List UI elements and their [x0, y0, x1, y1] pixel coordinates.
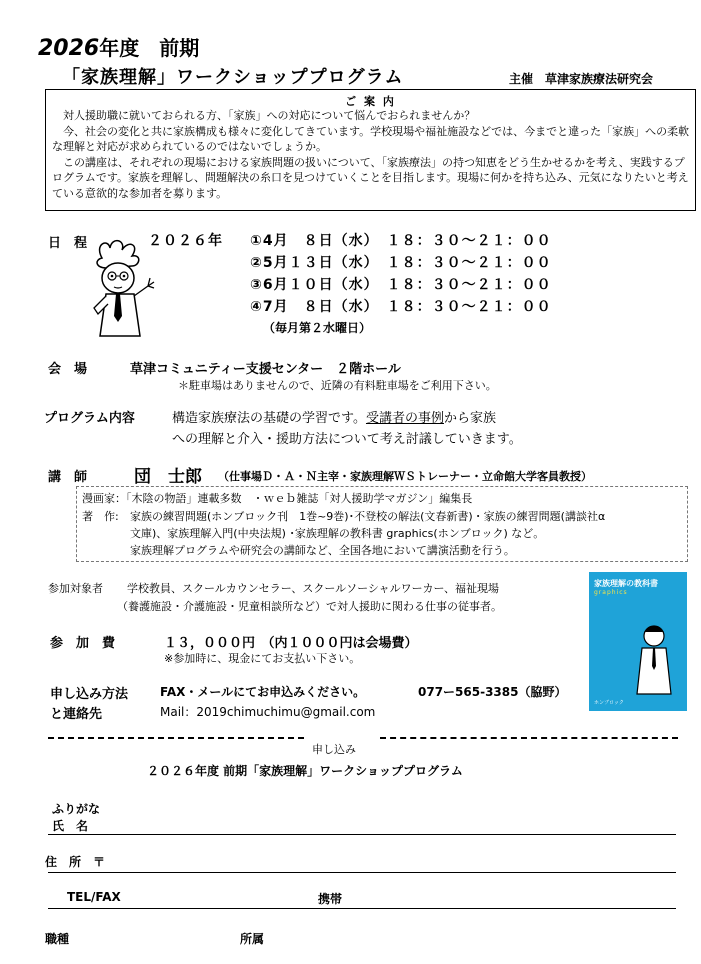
- title-term: 前期: [159, 36, 200, 60]
- venue-label: 会 場: [48, 362, 88, 377]
- fee-label: 参 加 費: [50, 636, 116, 651]
- cut-line-left: [48, 737, 304, 739]
- fee-note: ※参加時に、現金にてお支払い下さい。: [164, 652, 361, 665]
- title-year-suffix: 年度: [99, 36, 140, 60]
- program-text: から家族: [443, 411, 496, 426]
- book-cover-publisher: ホンブロック: [594, 700, 624, 706]
- lecturer-books-label: 著 作:: [82, 510, 119, 523]
- lecturer-books-line: 家族の練習問題(ホンブロック刊 1巻~9巻)･不登校の解法(文春新書)・家族の練習問題(講談社α: [130, 510, 606, 523]
- page-title: [38, 32, 199, 61]
- title-year: 2026: [38, 36, 100, 61]
- form-job-label: 職種: [45, 932, 70, 946]
- schedule-label: 日 程: [48, 236, 88, 251]
- form-address-line[interactable]: [48, 872, 676, 873]
- application-phone: 077ー565-3385（脇野）: [418, 685, 567, 699]
- lecturer-name: 団 士郎: [134, 467, 202, 487]
- intro-text: [52, 108, 692, 201]
- book-cover-title: 家族理解の教科書: [594, 579, 658, 588]
- program-title: 「家族理解」ワークショッププログラム: [62, 67, 404, 88]
- program-line-2: への理解と介入・援助方法について考え討議していきます。: [172, 432, 522, 447]
- book-cover-image: [589, 572, 687, 711]
- intro-paragraph: 対人援助職に就いておられる方、「家族」への対応について悩んでおられませんか？: [52, 109, 476, 122]
- book-cover-subtitle: graphics: [594, 589, 628, 596]
- application-mail: Mail：2019chimuchimu@gmail.com: [160, 705, 376, 719]
- form-tel-label: TEL/FAX: [67, 890, 121, 904]
- schedule-note: （毎月第２水曜日）: [263, 321, 372, 335]
- program-text: 構造家族療法の基礎の学習です。: [172, 411, 366, 426]
- form-name-line[interactable]: [48, 834, 676, 835]
- schedule-date: ④7月 ８日（水） １８：３０～２１：００: [250, 299, 552, 315]
- lecturer-books-line: 文庫)、家族理解入門(中央法規) ･家族理解の教科書 graphics(ホンブロック) など。: [130, 527, 545, 540]
- intro-heading: ご 案 内: [345, 95, 396, 108]
- lecturer-title: （仕事場Ｄ・Ａ・Ｎ主宰・家族理解ＷＳトレーナー・立命館大学客員教授）: [218, 470, 592, 483]
- schedule-year: ２０２６年: [148, 233, 223, 249]
- lecturer-activity-line: 家族理解プログラムや研究会の講師など、全国各地において講演活動を行う。: [130, 544, 515, 557]
- schedule-date: ①4月 ８日（水） １８：３０～２１：００: [250, 233, 552, 249]
- form-mobile-label: 携帯: [318, 892, 343, 906]
- target-label: 参加対象者: [48, 582, 103, 595]
- application-label: 申し込み方法: [50, 687, 129, 702]
- organizer: 主催 草津家族療法研究会: [509, 72, 654, 86]
- target-line-1: 学校教員、スクールカウンセラー、スクールソーシャルワーカー、福祉現場: [127, 582, 500, 595]
- application-label-2: と連絡先: [50, 707, 103, 722]
- form-name-label: 氏 名: [52, 819, 89, 833]
- program-text-underlined: 受講者の事例: [365, 411, 444, 426]
- intro-box: [45, 89, 696, 211]
- program-label: プログラム内容: [44, 411, 135, 426]
- form-affiliation-label: 所属: [240, 932, 265, 946]
- application-method: FAX・メールにてお申込みください。: [160, 685, 366, 699]
- venue-name: 草津コミュニティー支援センター ２階ホール: [130, 362, 401, 377]
- form-furigana-label: ふりがな: [52, 802, 101, 816]
- form-title: ２０２６年度 前期「家族理解」ワークショッププログラム: [147, 764, 463, 778]
- program-line-1: [172, 407, 496, 426]
- cut-line-right: [380, 737, 678, 739]
- form-divider-label: 申し込み: [312, 743, 356, 756]
- schedule-date: ③6月１０日（水） １８：３０～２１：００: [250, 277, 552, 293]
- target-line-2: （養護施設・介護施設・児童相談所など）で対人援助に関わる仕事の従事者。: [117, 600, 502, 613]
- fee-amount: １３，０００円 （内１０００円は会場費）: [164, 636, 418, 651]
- venue-note: ＊駐車場はありませんので、近隣の有料駐車場をご利用下さい。: [178, 379, 497, 392]
- form-address-label: 住 所 〒: [45, 855, 106, 869]
- lecturer-label: 講 師: [48, 470, 88, 485]
- form-tel-line[interactable]: [48, 908, 676, 909]
- schedule-date: ②5月１３日（水） １８：３０～２１：００: [250, 255, 552, 271]
- intro-paragraph: 今、社会の変化と共に家族構成も様々に変化してきています。学校現場や福祉施設などでは、今までと違った「家族」への柔軟な理解と対応が求められているのではないでしょうか。: [52, 124, 690, 153]
- lecturer-manga-line: 漫画家：「木陰の物語」連載多数 ・ｗｅｂ雑誌「対人援助学マガジン」編集長: [82, 492, 473, 505]
- intro-paragraph: この講座は、それぞれの現場における家族問題の扱いについて、「家族療法」の持つ知恵をどう生かせるかを考え、実践するプログラムです。家族を理解し、問題解決の糸口を見つけていくことを目指します。現場に何かを持ち込み、元気になりたいと考えている意欲的な参加者を募ります。: [52, 155, 689, 200]
- cartoon-man-illustration: [88, 238, 158, 338]
- book-cover-illustration: [629, 622, 679, 697]
